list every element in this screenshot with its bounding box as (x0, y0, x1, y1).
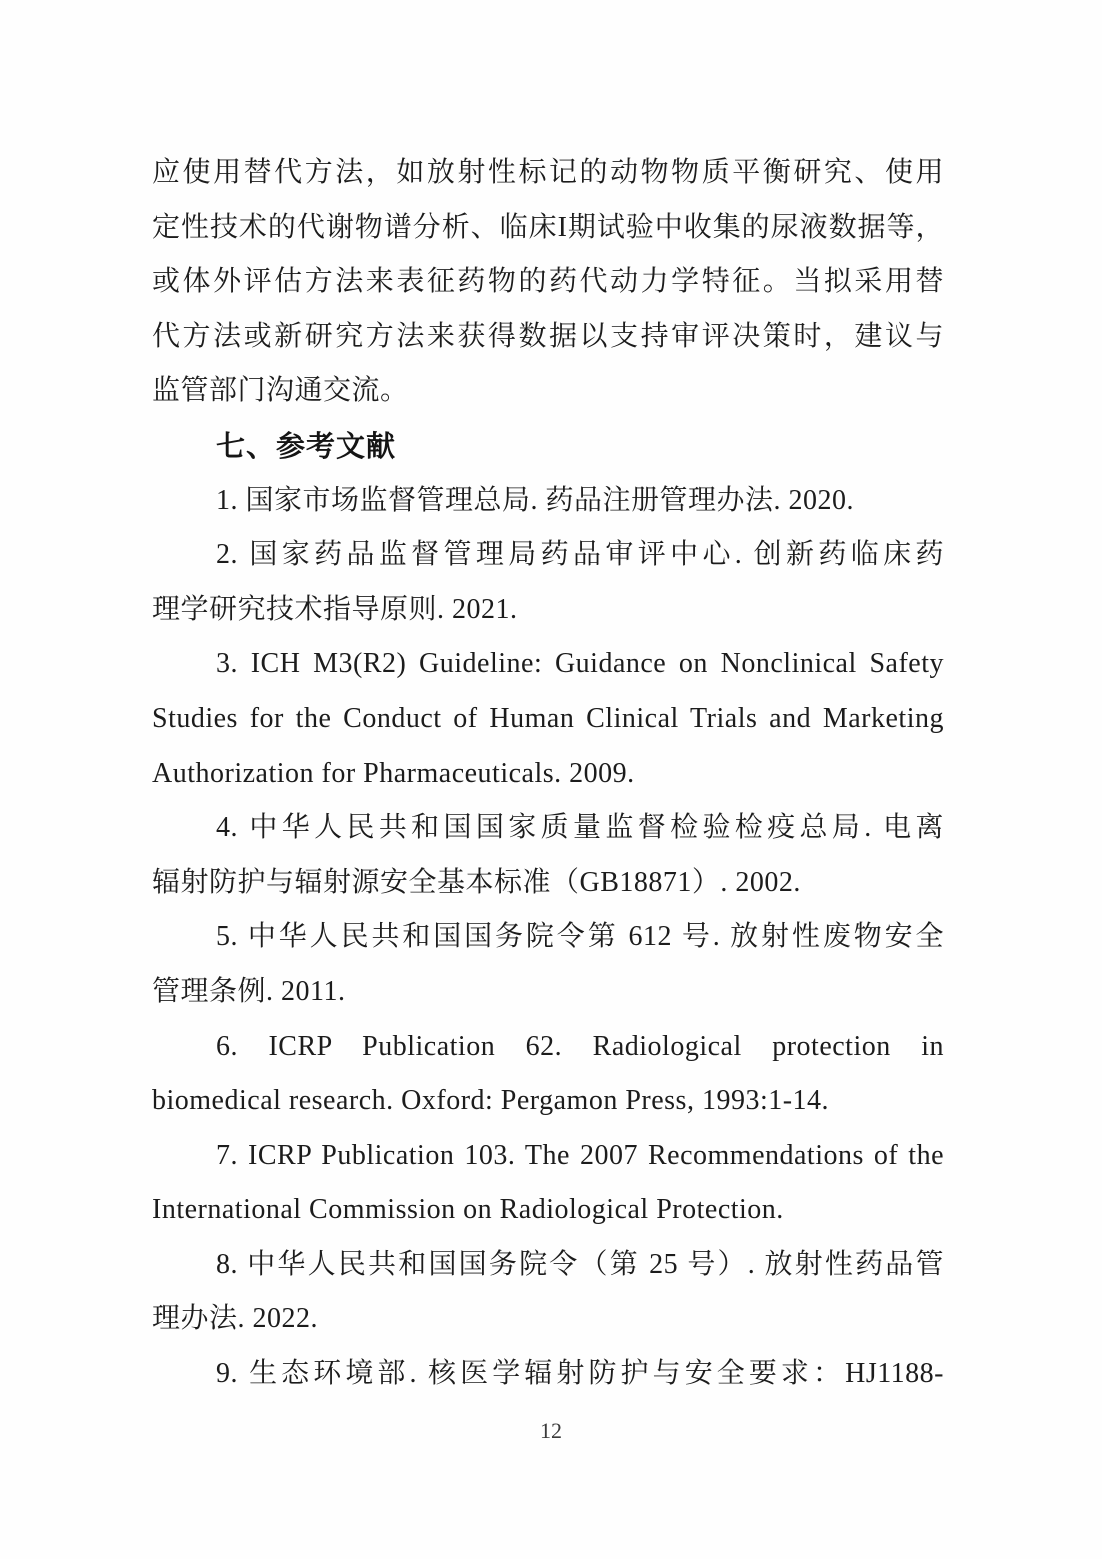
reference-line: 8. 中华人民共和国国务院令（第 25 号）. 放射性药品管 (216, 1248, 944, 1280)
reference-item-2 (152, 528, 944, 637)
reference-line: 9. 生态环境部. 核医学辐射防护与安全要求：HJ1188- (216, 1358, 944, 1390)
paragraph-line: 代方法或新研究方法来获得数据以支持审评决策时，建议与 (152, 320, 944, 352)
reference-line: International Commission on Radiological Protection. (152, 1194, 784, 1226)
reference-line: Authorization for Pharmaceuticals. 2009. (152, 757, 635, 789)
reference-line: 辐射防护与辐射源安全基本标准（GB18871）. 2002. (152, 866, 801, 898)
paragraph-line: 应使用替代方法，如放射性标记的动物物质平衡研究、使用 (152, 157, 944, 188)
reference-line: Studies for the Conduct of Human Clinical Trials and Marketing (152, 702, 944, 734)
reference-item-9 (152, 1347, 944, 1402)
reference-line: 2. 国家药品监督管理局药品审评中心. 创新药临床药 (216, 539, 944, 571)
paragraph-line: 定性技术的代谢物谱分析、临床I期试验中收集的尿液数据等， (152, 211, 944, 243)
reference-line: 3. ICH M3(R2) Guideline: Guidance on Nonclinical Safety (216, 648, 944, 680)
reference-line: 理办法. 2022. (152, 1303, 319, 1335)
reference-line: 6. ICRP Publication 62. Radiological protection in (216, 1030, 944, 1062)
reference-item-7 (152, 1129, 944, 1238)
reference-item-6 (152, 1020, 944, 1129)
reference-item-4 (152, 801, 944, 910)
reference-line: 管理条例. 2011. (152, 975, 346, 1007)
reference-line: 4. 中华人民共和国国家质量监督检验检疫总局. 电离 (216, 812, 944, 844)
reference-list (152, 474, 944, 1402)
paragraph-line: 或体外评估方法来表征药物的药代动力学特征。当拟采用替 (152, 266, 944, 298)
reference-item-3 (152, 637, 944, 801)
paragraph-line: 监管部门沟通交流。 (152, 375, 409, 407)
reference-line: 1. 国家市场监督管理总局. 药品注册管理办法. 2020. (216, 484, 855, 516)
body-paragraph (152, 146, 944, 419)
reference-item-5 (152, 910, 944, 1019)
reference-item-8 (152, 1238, 944, 1347)
page-content (152, 146, 944, 1402)
reference-line: biomedical research. Oxford: Pergamon Press, 1993:1-14. (152, 1085, 830, 1117)
reference-line: 5. 中华人民共和国国务院令第 612 号. 放射性废物安全 (216, 921, 944, 953)
reference-line: 7. ICRP Publication 103. The 2007 Recommendations of the (216, 1139, 944, 1171)
reference-line: 理学研究技术指导原则. 2021. (152, 593, 518, 625)
reference-item-1 (152, 474, 944, 529)
section-heading: 七、参考文献 (216, 428, 397, 463)
page-number: 12 (540, 1418, 562, 1443)
